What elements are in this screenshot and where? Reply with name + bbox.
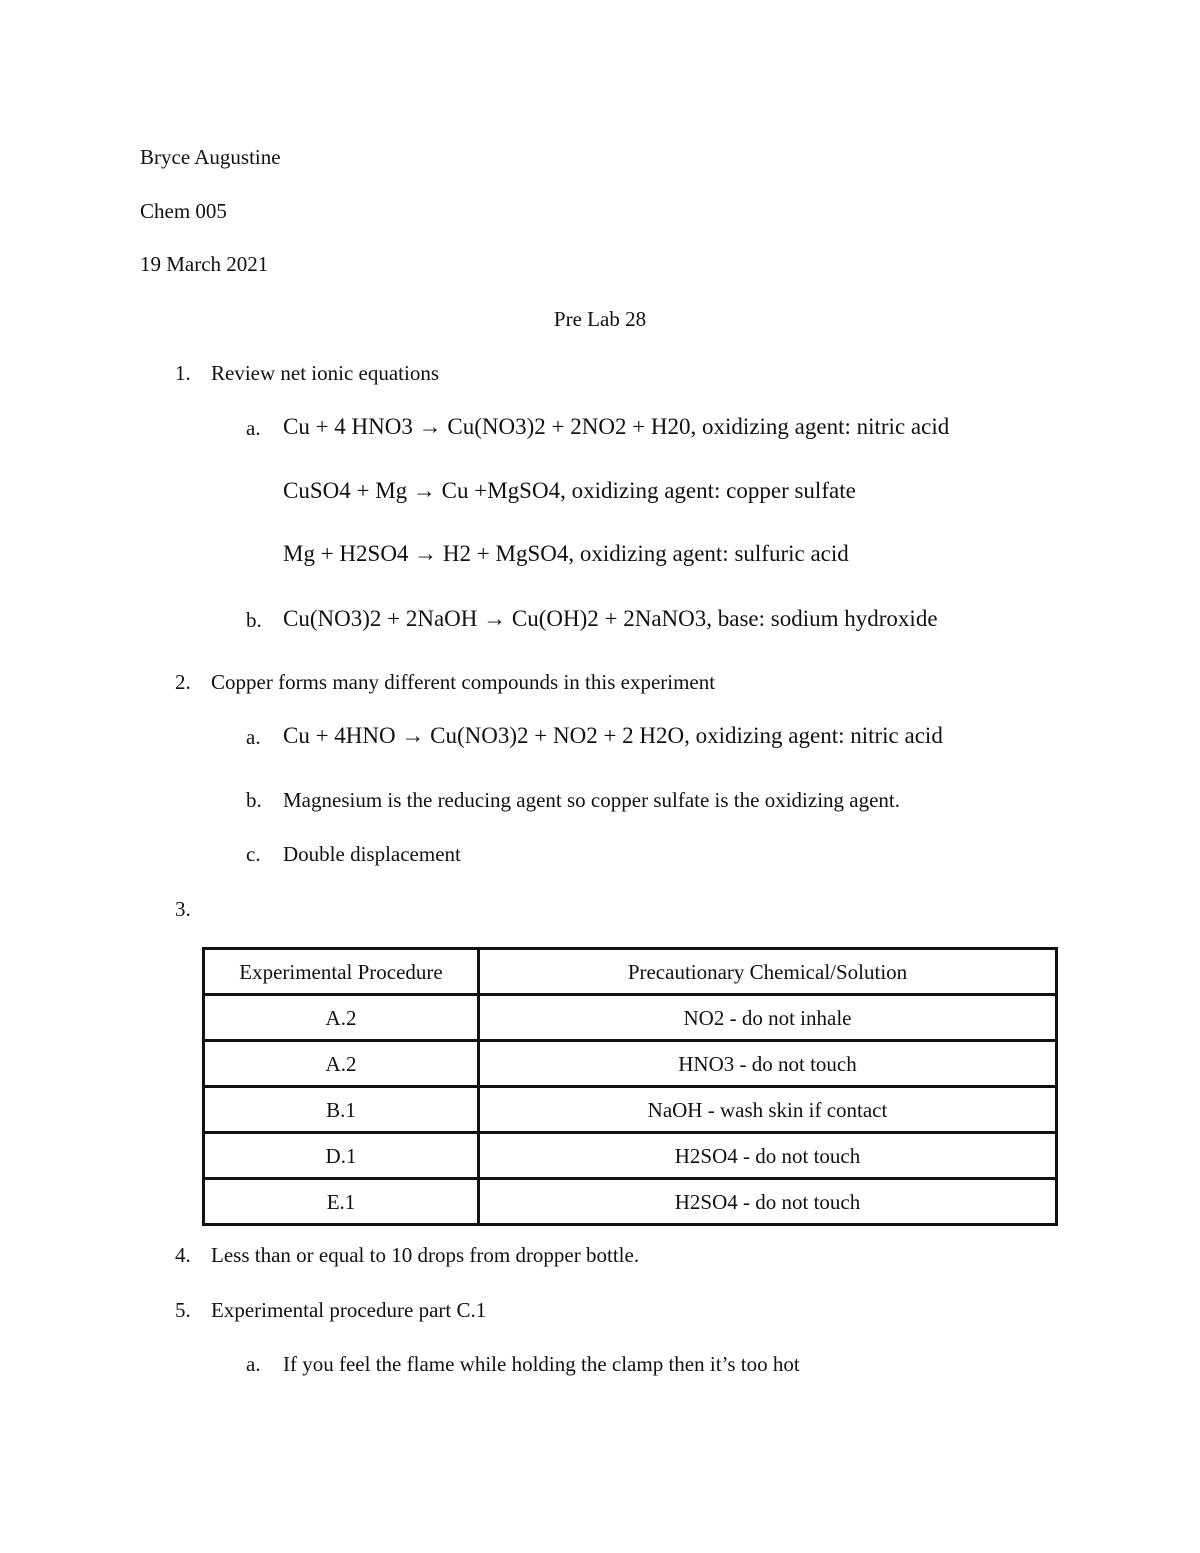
procedure-cell: B.1 — [204, 1087, 479, 1133]
page-title: Pre Lab 28 — [553, 307, 647, 331]
table-row — [204, 1041, 1057, 1087]
precaution-cell: HNO3 - do not touch — [479, 1041, 1057, 1087]
q2b-text: Magnesium is the reducing agent so copper sulfate is the oxidizing agent. — [283, 788, 901, 812]
q1-number: 1. — [175, 361, 191, 385]
precaution-cell: H2SO4 - do not touch — [479, 1133, 1057, 1179]
q4-number: 4. — [175, 1243, 191, 1267]
q1b-equation: Cu(NO3)2 + 2NaOH → Cu(OH)2 + 2NaNO3, base: sodium hydroxide — [283, 606, 938, 631]
procedure-cell: A.2 — [204, 995, 479, 1041]
q2-number: 2. — [175, 670, 191, 694]
q2c-label: c. — [246, 842, 261, 866]
q1b-label: b. — [246, 608, 262, 632]
table-row — [204, 1087, 1057, 1133]
document-date: 19 March 2021 — [140, 252, 269, 276]
table-row — [204, 1179, 1057, 1225]
table-row — [204, 1133, 1057, 1179]
q4-text: Less than or equal to 10 drops from dropper bottle. — [211, 1243, 640, 1267]
q2c-text: Double displacement — [283, 842, 461, 866]
precaution-cell: NO2 - do not inhale — [479, 995, 1057, 1041]
q1a-equation-3: Mg + H2SO4 → H2 + MgSO4, oxidizing agent: sulfuric acid — [283, 541, 849, 566]
author-name: Bryce Augustine — [140, 145, 281, 169]
procedure-cell: D.1 — [204, 1133, 479, 1179]
table-row — [204, 995, 1057, 1041]
q5-text: Experimental procedure part C.1 — [211, 1298, 487, 1322]
procedure-cell: E.1 — [204, 1179, 479, 1225]
precaution-table — [202, 947, 1058, 1226]
q2a-label: a. — [246, 725, 261, 749]
q5a-text: If you feel the flame while holding the clamp then it’s too hot — [283, 1352, 800, 1376]
table-header-cell: Experimental Procedure — [204, 949, 479, 995]
q5a-label: a. — [246, 1352, 261, 1376]
q3-number: 3. — [175, 897, 191, 921]
q2b-label: b. — [246, 788, 262, 812]
table-header-cell: Precautionary Chemical/Solution — [479, 949, 1057, 995]
table-header-row — [204, 949, 1057, 995]
course-name: Chem 005 — [140, 199, 227, 223]
q5-number: 5. — [175, 1298, 191, 1322]
procedure-cell: A.2 — [204, 1041, 479, 1087]
q1a-label: a. — [246, 416, 261, 440]
q1a-equation-1: Cu + 4 HNO3 → Cu(NO3)2 + 2NO2 + H20, oxidizing agent: nitric acid — [283, 414, 950, 439]
precaution-cell: H2SO4 - do not touch — [479, 1179, 1057, 1225]
q1-text: Review net ionic equations — [211, 361, 440, 385]
precaution-cell: NaOH - wash skin if contact — [479, 1087, 1057, 1133]
q2-text: Copper forms many different compounds in this experiment — [211, 670, 716, 694]
q2a-equation: Cu + 4HNO → Cu(NO3)2 + NO2 + 2 H2O, oxidizing agent: nitric acid — [283, 723, 943, 748]
q1a-equation-2: CuSO4 + Mg → Cu +MgSO4, oxidizing agent: copper sulfate — [283, 478, 856, 503]
